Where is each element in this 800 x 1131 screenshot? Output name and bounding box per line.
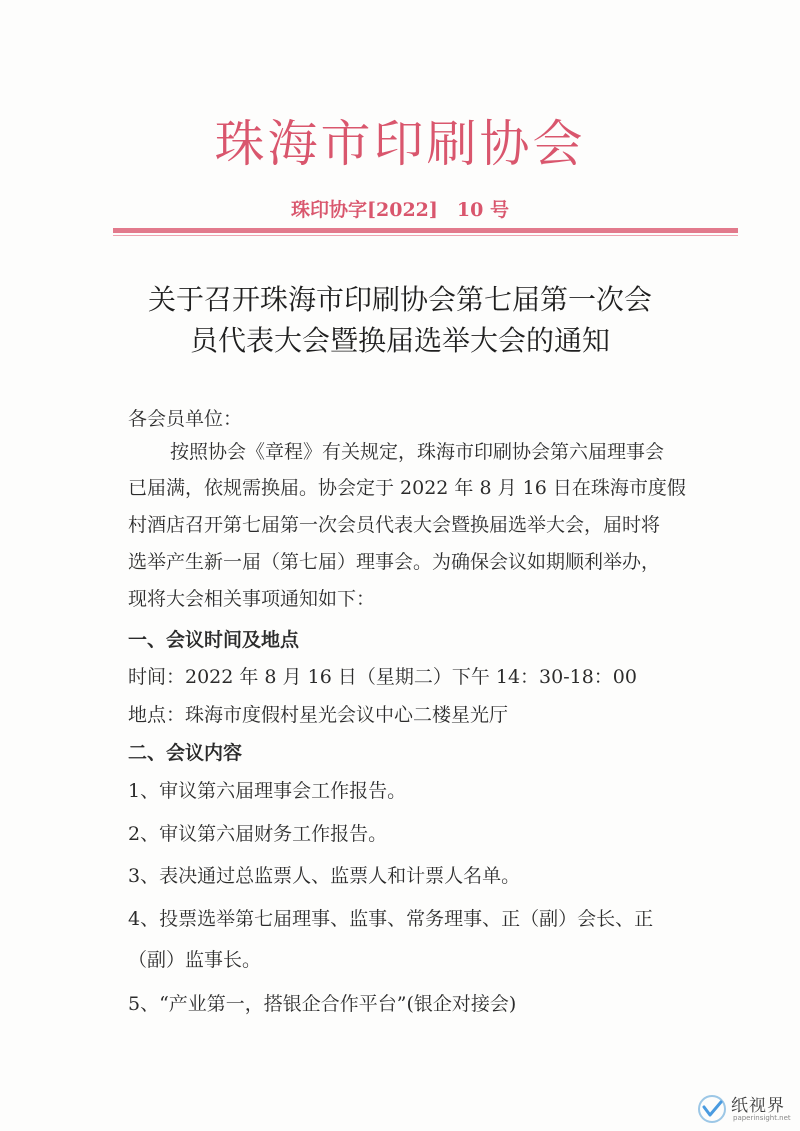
intro-line-5: 现将大会相关事项通知如下： (128, 588, 376, 610)
meeting-time: 时间：2022 年 8 月 16 日（星期二）下午 14：30-18：00 (128, 666, 637, 688)
notice-title (110, 279, 690, 361)
agenda-item: 2、审议第六届财务工作报告。 (128, 823, 388, 845)
intro-line-3: 村酒店召开第七届第一次会员代表大会暨换届选举大会，届时将 (128, 514, 661, 536)
section-2-heading: 二、会议内容 (128, 742, 243, 764)
red-header-rule-thin (113, 235, 738, 236)
section-1-heading: 一、会议时间及地点 (128, 629, 300, 651)
meeting-place: 地点：珠海市度假村星光会议中心二楼星光厅 (128, 704, 509, 726)
watermark (697, 1090, 797, 1126)
intro-line-1: 按照协会《章程》有关规定，珠海市印刷协会第六届理事会 (170, 441, 665, 463)
agenda-item: 4、投票选举第七届理事、监事、常务理事、正（副）会长、正 (128, 908, 654, 930)
salutation: 各会员单位： (128, 408, 243, 430)
watermark-url: paperinsight.net (733, 1114, 791, 1122)
agenda-item: 5、“产业第一，搭银企合作平台”(银企对接会) (128, 993, 517, 1015)
title-line-2: 员代表大会暨换届选举大会的通知 (189, 324, 610, 357)
document-number: 珠印协字[2022] 10 号 (291, 199, 509, 221)
intro-line-2: 已届满，依规需换届。协会定于 2022 年 8 月 16 日在珠海市度假 (128, 477, 686, 499)
watermark-name: 纸视界 (731, 1096, 785, 1116)
red-header-rule (113, 228, 738, 233)
intro-line-4: 选举产生新一届（第七届）理事会。为确保会议如期顺利举办， (128, 551, 661, 573)
agenda-item: 1、审议第六届理事会工作报告。 (128, 780, 407, 802)
paperinsight-logo-icon (697, 1094, 727, 1124)
agenda-item-continued: （副）监事长。 (128, 949, 262, 971)
agenda-item: 3、表决通过总监票人、监票人和计票人名单。 (128, 865, 521, 887)
organization-name: 珠海市印刷协会 (214, 115, 586, 173)
title-line-1: 关于召开珠海市印刷协会第七届第一次会 (147, 283, 652, 316)
